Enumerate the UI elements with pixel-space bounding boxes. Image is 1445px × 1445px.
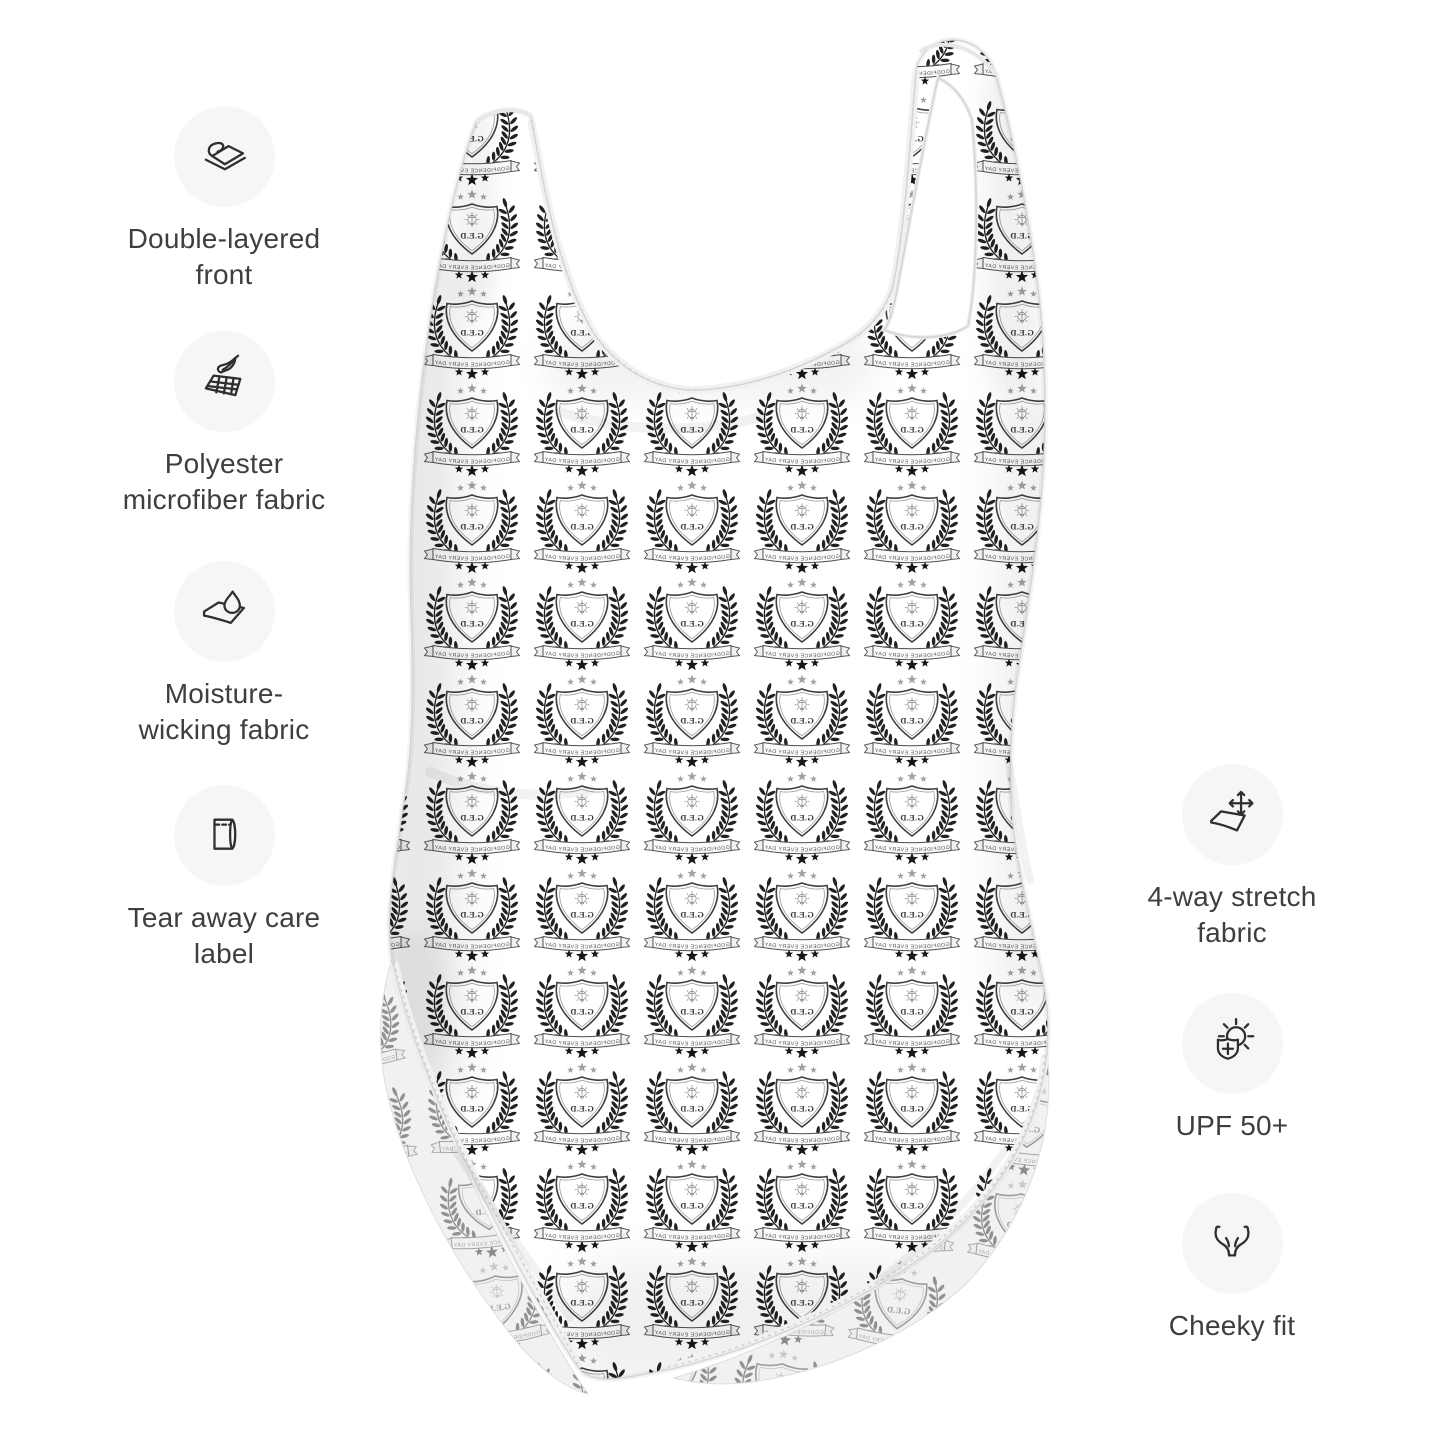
feature-upf-50 — [1072, 993, 1392, 1144]
left-strap-fold — [476, 110, 531, 122]
double-layered-icon — [174, 106, 275, 207]
feature-moisture-wicking — [64, 561, 384, 748]
feature-four-way-stretch — [1072, 764, 1392, 951]
feature-label-line: Polyester — [164, 448, 284, 479]
suit-outline — [389, 40, 1048, 1379]
feature-label-line: UPF 50+ — [1175, 1110, 1289, 1141]
four-way-stretch-icon — [1182, 764, 1283, 865]
polyester-microfiber-icon — [174, 331, 275, 432]
feature-cheeky-fit — [1072, 1193, 1392, 1344]
feature-tear-away-label — [64, 785, 384, 972]
feature-polyester-microfiber — [64, 331, 384, 518]
right-leg-binding — [668, 1055, 1045, 1367]
suit-shadow-halo — [389, 40, 1048, 1379]
feature-label-line: Moisture- — [164, 678, 284, 709]
feature-label-line: wicking fabric — [138, 714, 310, 745]
cheeky-fit-icon — [1182, 1193, 1283, 1294]
right-leg-stitch — [668, 1055, 1045, 1367]
neckline-binding — [531, 72, 916, 390]
fabric-wrinkles — [430, 412, 1030, 1318]
feature-label-line: front — [195, 259, 253, 290]
upf-50-icon — [1182, 993, 1283, 1094]
back-right-edge — [674, 1050, 1049, 1384]
neckline-stitch — [531, 72, 916, 390]
feature-label-line: Tear away care — [127, 902, 321, 933]
left-leg-stitch — [394, 962, 580, 1368]
feature-label-line: microfiber fabric — [122, 484, 326, 515]
feature-label-line: fabric — [1197, 917, 1267, 948]
moisture-wicking-icon — [174, 561, 275, 662]
feature-label-line: 4-way stretch — [1147, 881, 1317, 912]
feature-double-layered-front — [64, 106, 384, 293]
feature-label-line: label — [193, 938, 255, 969]
feature-label-line: Double-layered — [127, 223, 321, 254]
left-leg-binding — [394, 962, 580, 1368]
feature-label-line: Cheeky fit — [1168, 1310, 1296, 1341]
tear-away-label-icon — [174, 785, 275, 886]
